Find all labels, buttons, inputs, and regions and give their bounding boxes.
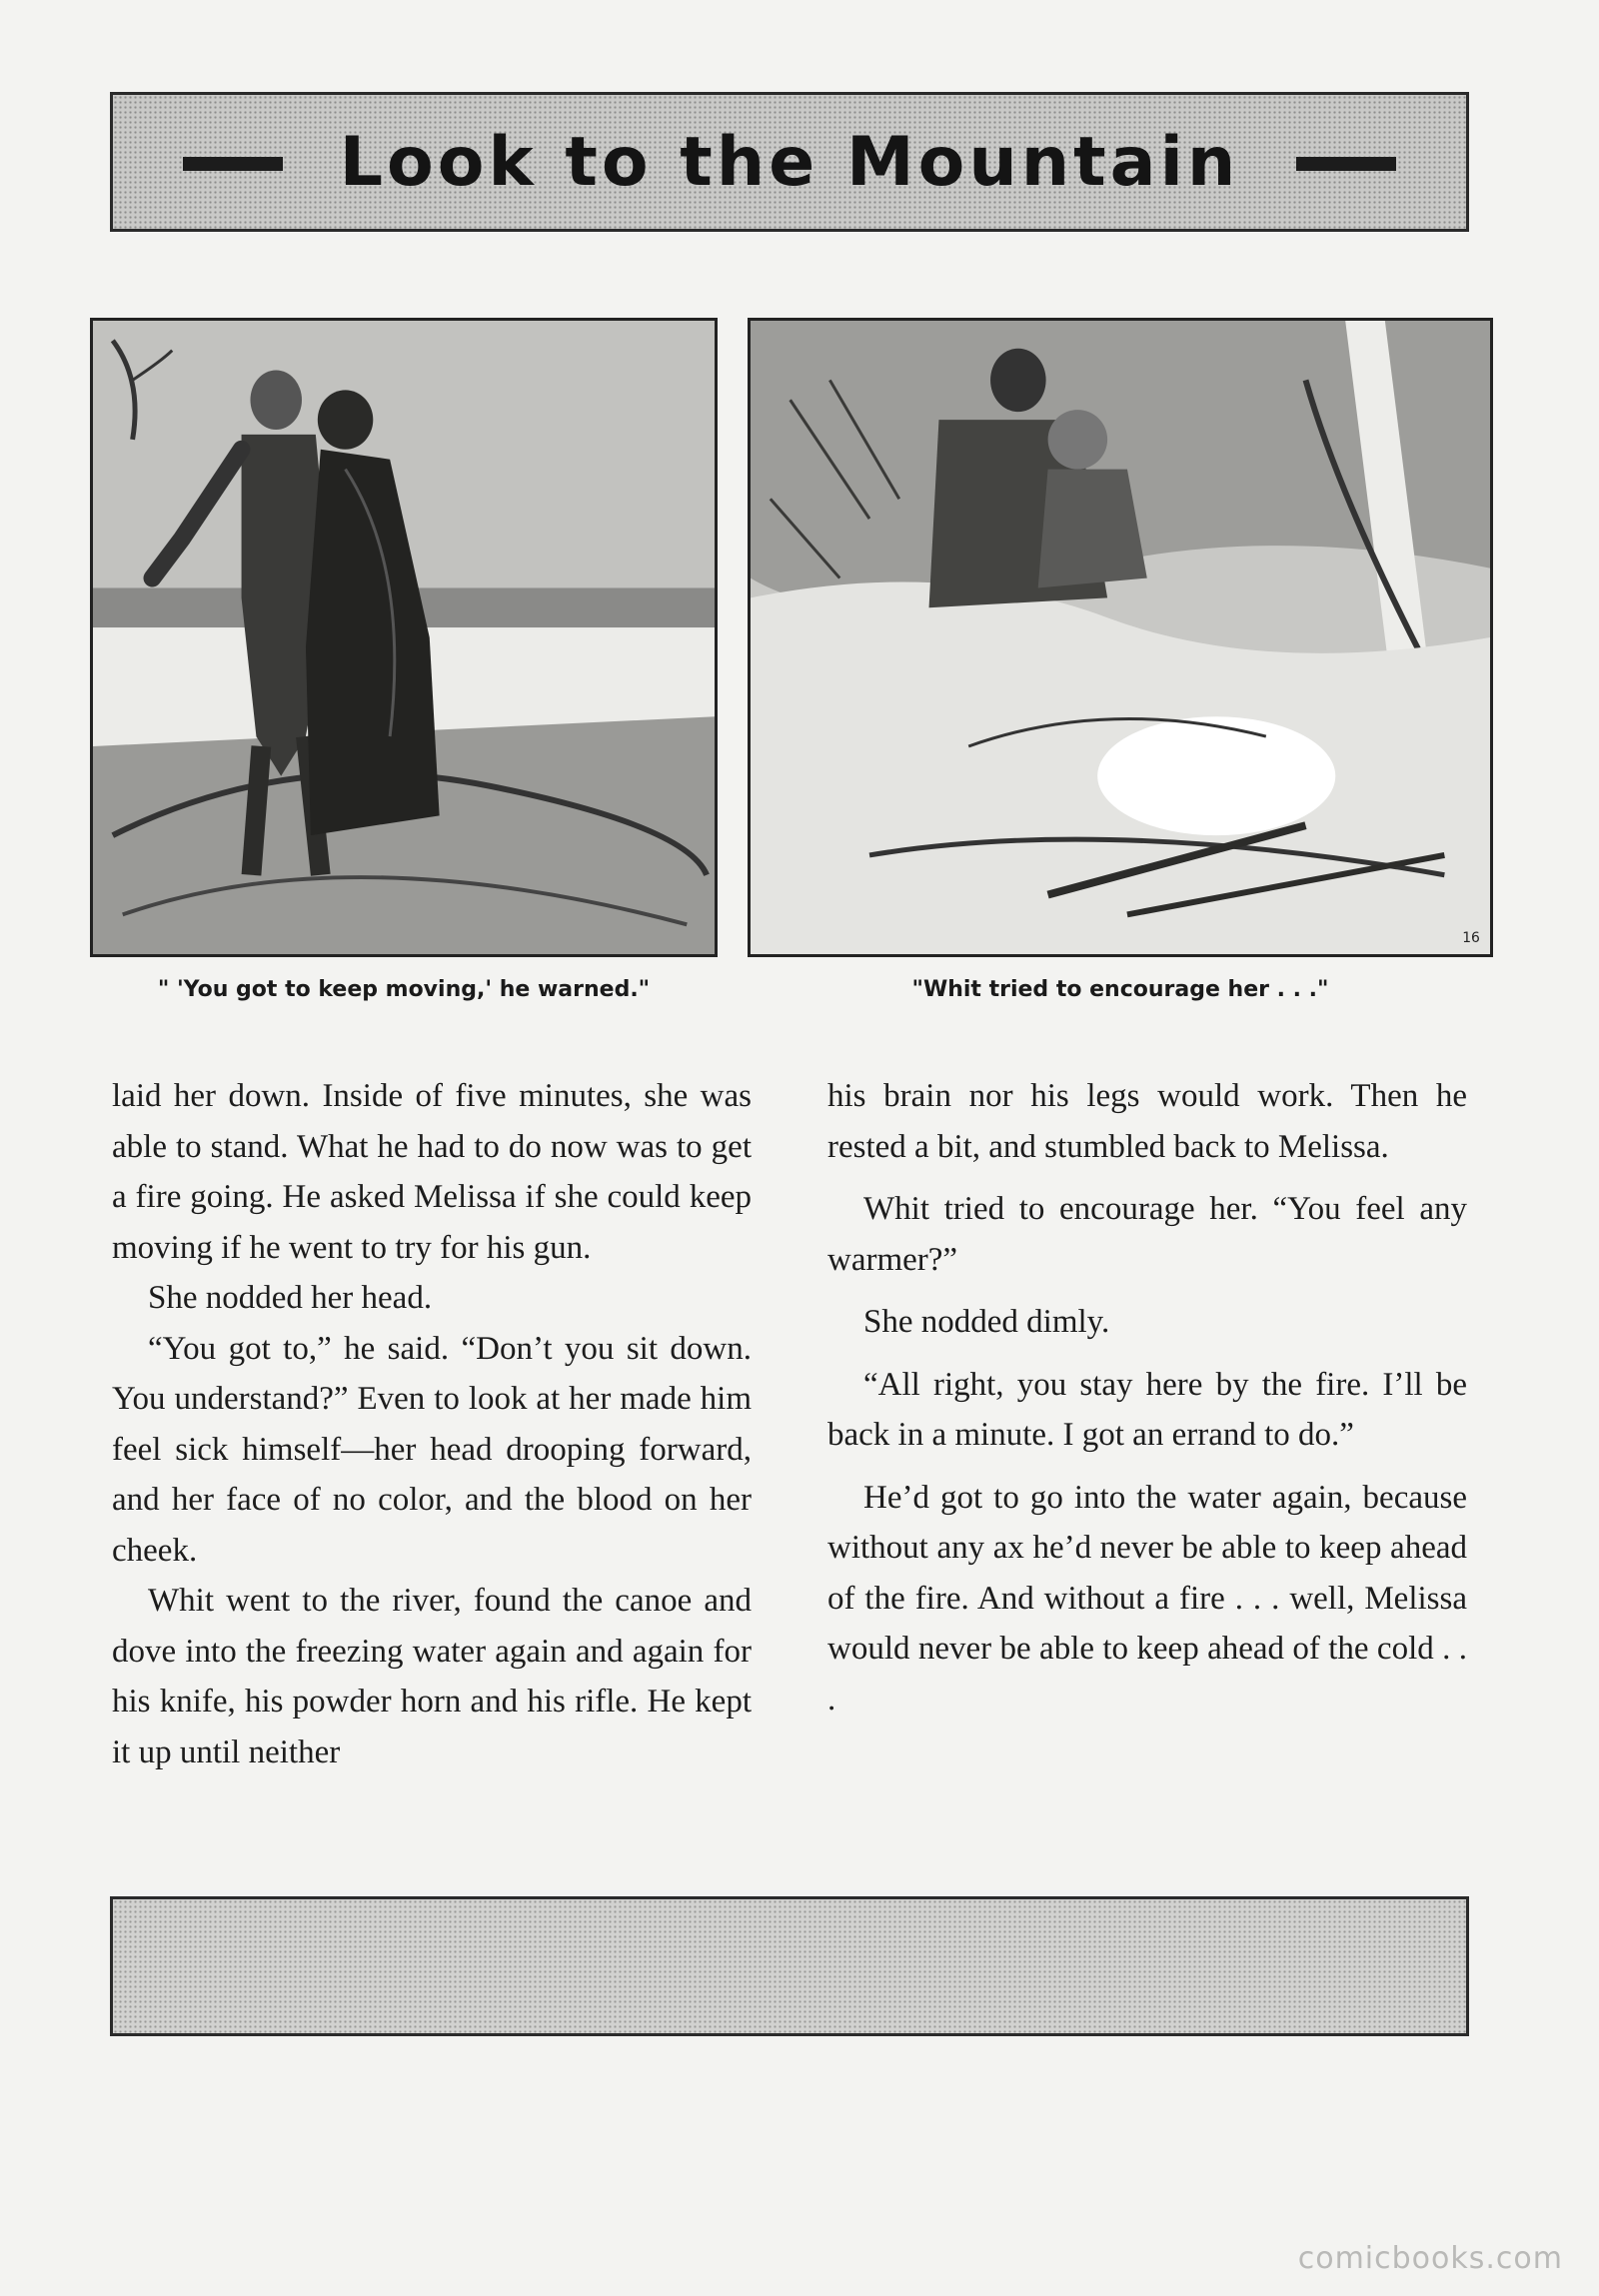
story-paragraph: “You got to,” he said. “Don’t you sit down. You understand?” Even to look at her made him feel sick himself—her head drooping forward, and her face of no color, and the blood on her cheek.	[112, 1330, 752, 1569]
story-paragraph: his brain nor his legs would work. Then he rested a bit, and stumbled back to Melissa.	[827, 1078, 1467, 1165]
watermark: comicbooks.com	[1297, 2241, 1563, 2276]
title-banner	[110, 92, 1469, 232]
panel-number: 16	[1462, 930, 1480, 947]
illustration-couple-riverbank	[90, 318, 718, 957]
left-dash-ornament	[183, 157, 283, 171]
right-dash-ornament	[1296, 157, 1396, 171]
illustration-campfire	[748, 318, 1493, 957]
right-illustration-caption: "Whit tried to encourage her . . ."	[911, 977, 1329, 1002]
illustration-drawing	[751, 321, 1490, 954]
story-paragraph: She nodded dimly.	[863, 1304, 1110, 1340]
story-paragraph: “All right, you stay here by the fire. I’ll be back in a minute. I got an errand to do.”	[827, 1366, 1467, 1453]
page-title: Look to the Mountain	[339, 122, 1240, 202]
story-paragraph: Whit tried to encourage her. “You feel any warmer?”	[827, 1191, 1467, 1278]
illustration-drawing	[93, 321, 715, 954]
story-column-left	[112, 1071, 752, 1777]
story-paragraph: Whit went to the river, found the canoe and dove into the freezing water again and again for his knife, his powder horn and his rifle. He kept it up until neither	[112, 1583, 752, 1770]
story-paragraph: He’d got to go into the water again, because without any ax he’d never be able to keep ahead of the fire. And without a fire . . . well, Melissa would never be able to keep ahead of the cold . . .	[827, 1479, 1467, 1718]
story-paragraph: laid her down. Inside of five minutes, she was able to stand. What he had to do now was to get a fire going. He asked Melissa if she could keep moving if he went to try for his gun.	[112, 1078, 752, 1266]
story-paragraph: She nodded her head.	[148, 1280, 433, 1316]
story-column-right	[827, 1071, 1467, 1724]
bottom-banner	[110, 1896, 1469, 2036]
left-illustration-caption: " 'You got to keep moving,' he warned."	[157, 977, 651, 1002]
